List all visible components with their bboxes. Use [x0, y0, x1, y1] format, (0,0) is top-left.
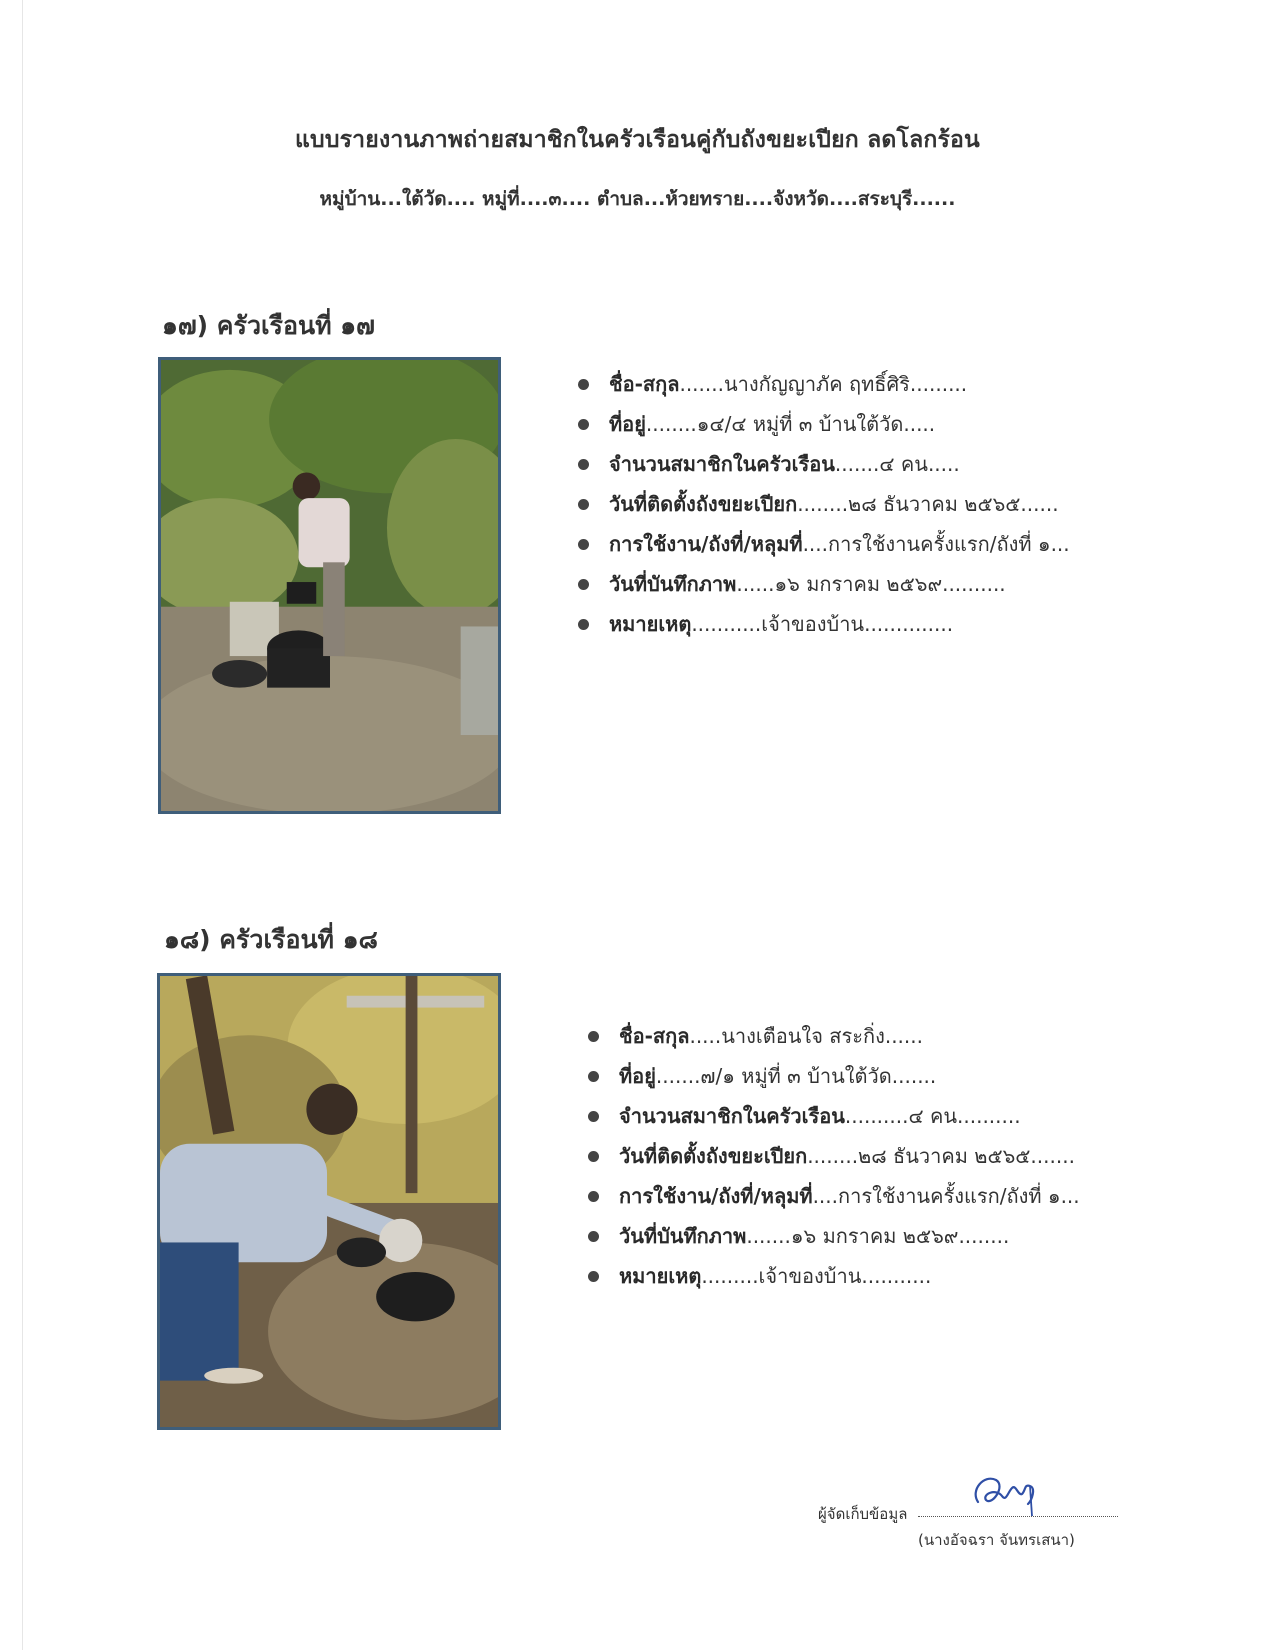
collector-name: (นางอัจฉรา จันทรเสนา)	[918, 1531, 1075, 1549]
detail-item	[619, 1016, 1080, 1056]
detail-value: .......๗/๑ หมู่ที่ ๓ บ้านใต้วัด.......	[655, 1064, 937, 1088]
detail-value: ....การใช้งานครั้งแรก/ถังที่ ๑...	[802, 532, 1070, 556]
page-margin-line	[22, 0, 23, 1650]
household-18-heading: ๑๘) ครัวเรือนที่ ๑๘	[164, 925, 378, 954]
bullet-icon	[588, 1031, 599, 1042]
detail-label: หมายเหตุ	[619, 1264, 702, 1288]
detail-item	[609, 524, 1070, 564]
detail-item	[619, 1136, 1080, 1176]
detail-value: ........๑๔/๔ หมู่ที่ ๓ บ้านใต้วัด.....	[645, 412, 936, 436]
detail-item	[609, 604, 1070, 644]
detail-value: ..........๔ คน..........	[844, 1104, 1021, 1128]
detail-label: จำนวนสมาชิกในครัวเรือน	[609, 452, 835, 476]
report-title: แบบรายงานภาพถ่ายสมาชิกในครัวเรือนคู่กับถังขยะเปียก ลดโลกร้อน	[295, 127, 980, 153]
bullet-icon	[588, 1071, 599, 1082]
detail-label: วันที่ติดตั้งถังขยะเปียก	[609, 492, 798, 516]
detail-item	[609, 564, 1070, 604]
detail-item	[609, 484, 1070, 524]
detail-label: วันที่บันทึกภาพ	[609, 572, 737, 596]
household-17-heading: ๑๗) ครัวเรือนที่ ๑๗	[162, 311, 375, 340]
detail-value: ....การใช้งานครั้งแรก/ถังที่ ๑...	[812, 1184, 1080, 1208]
bullet-icon	[588, 1271, 599, 1282]
detail-label: การใช้งาน/ถังที่/หลุมที่	[609, 532, 803, 556]
detail-value: .....นางเตือนใจ สระกิ่ง......	[689, 1024, 923, 1048]
detail-value: .......๑๖ มกราคม ๒๕๖๙........	[746, 1224, 1010, 1248]
detail-value: ...........เจ้าของบ้าน..............	[691, 612, 954, 636]
report-subtitle: หมู่บ้าน...ใต้วัด.... หมู่ที่....๓.... ตำบล...ห้วยทราย....จังหวัด....สระบุรี......	[319, 188, 956, 210]
detail-label: ชื่อ-สกุล	[609, 372, 680, 396]
bullet-icon	[588, 1231, 599, 1242]
detail-value: ........๒๘ ธันวาคม ๒๕๖๕.......	[807, 1144, 1075, 1168]
detail-label: วันที่บันทึกภาพ	[619, 1224, 747, 1248]
household-18-photo	[157, 973, 501, 1430]
detail-label: การใช้งาน/ถังที่/หลุมที่	[619, 1184, 813, 1208]
detail-value: .......นางกัญญาภัค ฤทธิ์ศิริ.........	[679, 372, 968, 396]
detail-label: วันที่ติดตั้งถังขยะเปียก	[619, 1144, 808, 1168]
bullet-icon	[578, 539, 589, 550]
report-header	[0, 122, 1275, 214]
bullet-icon	[578, 419, 589, 430]
signature-icon	[966, 1466, 1046, 1522]
detail-item	[619, 1216, 1080, 1256]
detail-label: จำนวนสมาชิกในครัวเรือน	[619, 1104, 845, 1128]
detail-item	[609, 364, 1070, 404]
detail-item	[619, 1056, 1080, 1096]
detail-value: .......๔ คน.....	[834, 452, 960, 476]
bullet-icon	[588, 1191, 599, 1202]
collector-label: ผู้จัดเก็บข้อมูล	[818, 1505, 908, 1523]
bullet-icon	[578, 579, 589, 590]
detail-label: ชื่อ-สกุล	[619, 1024, 690, 1048]
detail-item	[619, 1256, 1080, 1296]
detail-value: .........เจ้าของบ้าน...........	[701, 1264, 932, 1288]
bullet-icon	[588, 1111, 599, 1122]
household-18-details	[619, 1016, 1080, 1296]
detail-item	[619, 1096, 1080, 1136]
household-17-photo	[158, 357, 501, 814]
detail-value: ......๑๖ มกราคม ๒๕๖๙..........	[736, 572, 1006, 596]
bullet-icon	[588, 1151, 599, 1162]
detail-value: ........๒๘ ธันวาคม ๒๕๖๕......	[797, 492, 1059, 516]
detail-item	[609, 444, 1070, 484]
bullet-icon	[578, 499, 589, 510]
bullet-icon	[578, 379, 589, 390]
detail-label: ที่อยู่	[609, 412, 646, 436]
detail-item	[609, 404, 1070, 444]
bullet-icon	[578, 619, 589, 630]
detail-label: ที่อยู่	[619, 1064, 656, 1088]
household-17-details	[609, 364, 1070, 644]
detail-item	[619, 1176, 1080, 1216]
bullet-icon	[578, 459, 589, 470]
detail-label: หมายเหตุ	[609, 612, 692, 636]
